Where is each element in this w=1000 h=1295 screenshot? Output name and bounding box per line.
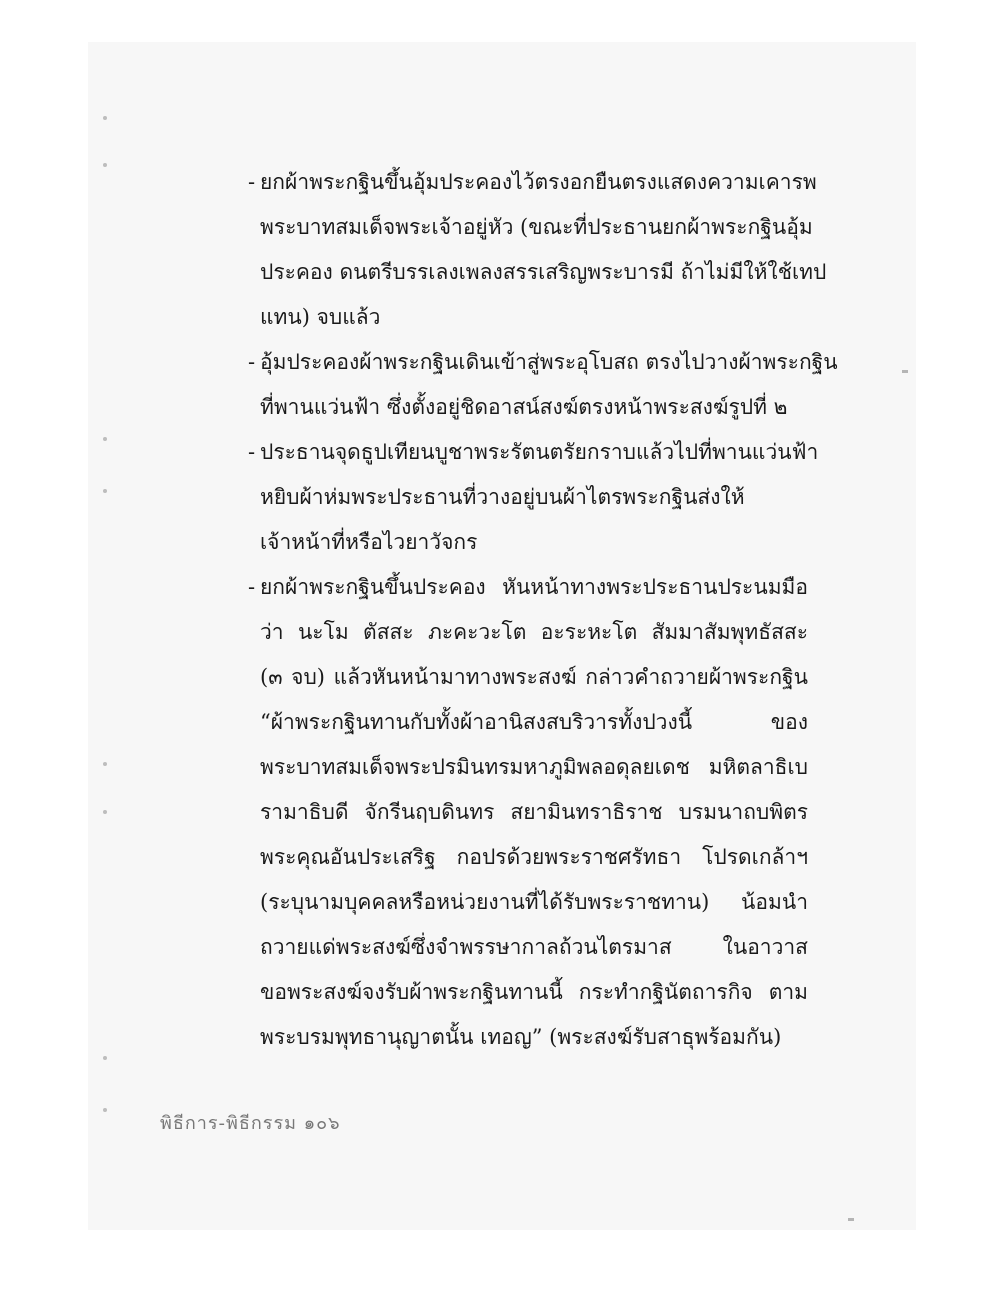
text-line: ประธานจุดธูปเทียนบูชาพระรัตนตรัยกราบแล้วไปที่พานแว่นฟ้า (260, 440, 819, 464)
scan-speck (103, 116, 107, 120)
text-line: รามาธิบดี จักรีนฤบดินทร สยามินทราธิราช บรมนาถบพิตร (260, 800, 808, 824)
page-footer: พิธีการ-พิธีกรรม ๑๐๖ (160, 1113, 341, 1134)
scan-speck (103, 437, 107, 441)
text-line: ที่พานแว่นฟ้า ซึ่งตั้งอยู่ชิดอาสน์สงฆ์ตรงหน้าพระสงฆ์รูปที่ ๒ (260, 395, 788, 419)
scan-speck (103, 810, 107, 814)
text-line: แทน) จบแล้ว (260, 305, 381, 329)
text-line: ยกผ้าพระกฐินขึ้นประคอง หันหน้าทางพระประธานประนมมือ (260, 575, 808, 599)
text-line: เจ้าหน้าที่หรือไวยาวัจกร (260, 530, 478, 554)
scan-speck (103, 762, 107, 766)
text-line: พระบรมพุทธานุญาตนั้น เทอญ” (พระสงฆ์รับสาธุพร้อมกัน) (260, 1025, 782, 1049)
text-line: (ระบุนามบุคคลหรือหน่วยงานที่ได้รับพระราชทาน) น้อมนำ (260, 890, 808, 914)
text-line: อุ้มประคองผ้าพระกฐินเดินเข้าสู่พระอุโบสถ ตรงไปวางผ้าพระกฐิน (260, 350, 838, 374)
bullet-dash: - (248, 575, 256, 599)
list-item (248, 565, 808, 1060)
scan-speck (103, 1056, 107, 1060)
bullet-dash: - (248, 350, 256, 374)
scan-speck (103, 489, 107, 493)
text-line: พระคุณอันประเสริฐ กอปรด้วยพระราชศรัทธา โปรดเกล้าฯ (260, 845, 808, 869)
text-line: ประคอง ดนตรีบรรเลงเพลงสรรเสริญพระบารมี ถ้าไม่มีให้ใช้เทป (260, 260, 827, 284)
list-item (248, 340, 838, 430)
text-line: พระบาทสมเด็จพระปรมินทรมหาภูมิพลอดุลยเดช มหิตลาธิเบ (260, 755, 808, 779)
bullet-dash: - (248, 440, 256, 464)
scan-speck (103, 1108, 107, 1112)
text-line: ยกผ้าพระกฐินขึ้นอุ้มประคองไว้ตรงอกยืนตรงแสดงความเคารพ (260, 170, 817, 194)
text-line: ถวายแด่พระสงฆ์ซึ่งจำพรรษากาลถ้วนไตรมาส ในอาวาส (260, 935, 808, 959)
scan-speck (103, 163, 107, 167)
text-line: พระบาทสมเด็จพระเจ้าอยู่หัว (ขณะที่ประธานยกผ้าพระกฐินอุ้ม (260, 215, 813, 239)
list-item (248, 160, 827, 340)
bullet-dash: - (248, 170, 256, 194)
scan-mark (902, 370, 908, 373)
text-line: (๓ จบ) แล้วหันหน้ามาทางพระสงฆ์ กล่าวคำถวายผ้าพระกฐิน (260, 665, 808, 689)
document-body (248, 160, 838, 1060)
text-line: “ผ้าพระกฐินทานกับทั้งผ้าอานิสงสบริวารทั้งปวงนี้ ของ (260, 710, 808, 734)
text-line: หยิบผ้าห่มพระประธานที่วางอยู่บนผ้าไตรพระกฐินส่งให้ (260, 485, 745, 509)
list-item (248, 430, 819, 565)
text-line: ว่า นะโม ตัสสะ ภะคะวะโต อะระหะโต สัมมาสัมพุทธัสสะ (260, 620, 808, 644)
text-line: ขอพระสงฆ์จงรับผ้าพระกฐินทานนี้ กระทำกฐินัตถารกิจ ตาม (260, 980, 808, 1004)
scan-mark (848, 1218, 854, 1221)
